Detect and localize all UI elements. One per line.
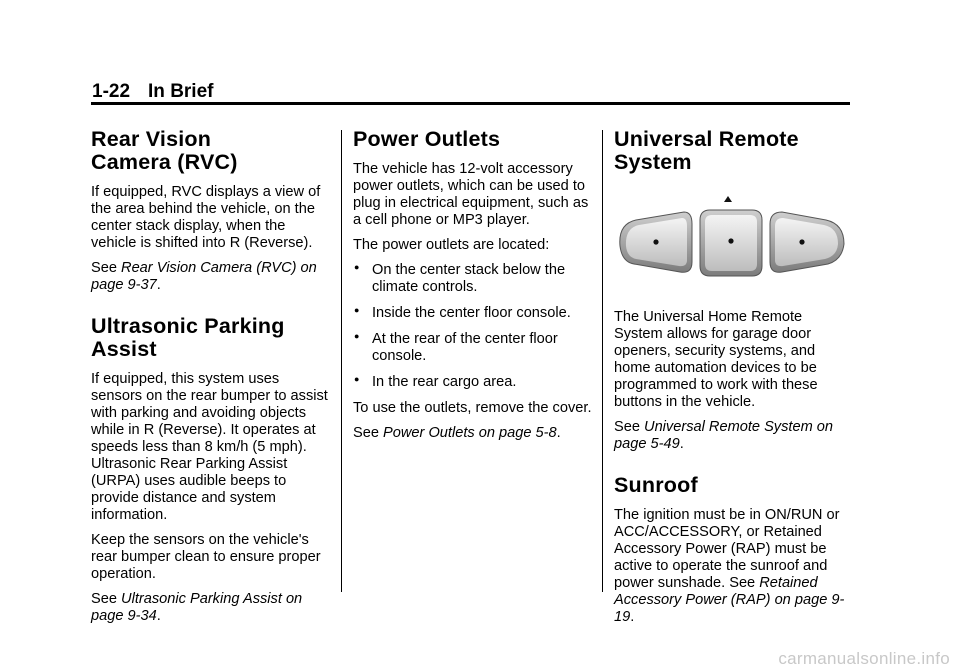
urpa-cross-reference-link[interactable]: Ultrasonic Parking Assist on page 9-34 bbox=[91, 591, 303, 624]
bullet-icon: ● bbox=[354, 305, 360, 315]
list-item bbox=[353, 305, 593, 322]
sunroof-body-text: The ignition must be in ON/RUN or ACC/ACCESSORY, or Retained Accessory Power (RAP) must be active to operate the sunroof and power sunshade. See bbox=[614, 507, 840, 591]
button-dot-icon bbox=[728, 238, 733, 243]
urpa-see-reference bbox=[91, 591, 331, 625]
power-body-1: The vehicle has 12-volt accessory power outlets, which can be used to plug in electrical equipment, such as a cell phone or MP3 player. bbox=[353, 161, 589, 228]
sunroof-heading: Sunroof bbox=[614, 473, 698, 497]
universal-see-reference bbox=[614, 419, 854, 453]
sunroof-body bbox=[614, 507, 854, 626]
column-divider-1 bbox=[341, 130, 342, 592]
header-rule bbox=[91, 102, 850, 105]
bullet-icon: ● bbox=[354, 374, 360, 384]
list-item-text: At the rear of the center floor console. bbox=[372, 331, 558, 364]
see-prefix: See bbox=[614, 419, 645, 435]
list-item-text: Inside the center floor console. bbox=[372, 305, 571, 321]
universal-remote-heading: Universal Remote System bbox=[614, 127, 799, 174]
power-body-2: The power outlets are located: bbox=[353, 237, 550, 253]
column-3 bbox=[614, 128, 854, 634]
rvc-body: If equipped, RVC displays a view of the area behind the vehicle, on the center stack display, when the vehicle is shifted into R (Reverse). bbox=[91, 184, 321, 251]
list-item-text: On the center stack below the climate controls. bbox=[372, 262, 566, 295]
power-see-reference bbox=[353, 425, 593, 442]
outlet-location-list bbox=[353, 262, 593, 391]
see-suffix: . bbox=[156, 608, 161, 624]
see-prefix: See bbox=[91, 260, 122, 276]
column-2 bbox=[353, 128, 593, 450]
universal-remote-buttons-illustration bbox=[614, 194, 850, 284]
urpa-body-2: Keep the sensors on the vehicle's rear bumper clean to ensure proper operation. bbox=[91, 532, 321, 582]
remote-button-2 bbox=[700, 210, 762, 276]
list-item bbox=[353, 262, 593, 296]
rvc-heading-line1: Rear Vision bbox=[91, 127, 212, 151]
urpa-heading: Ultrasonic Parking Assist bbox=[91, 314, 285, 361]
universal-body: The Universal Home Remote System allows for garage door openers, security systems, and home automation devices to be programmed to work with these buttons in the vehicle. bbox=[614, 309, 818, 410]
bullet-icon: ● bbox=[354, 331, 360, 341]
see-prefix: See bbox=[91, 591, 122, 607]
button-dot-icon bbox=[653, 239, 658, 244]
power-body-3: To use the outlets, remove the cover. bbox=[353, 400, 592, 416]
universal-cross-reference-link[interactable]: Universal Remote System on page 5-49 bbox=[614, 419, 834, 452]
list-item bbox=[353, 331, 593, 365]
section-title: In Brief bbox=[148, 81, 214, 102]
power-outlets-heading: Power Outlets bbox=[353, 127, 501, 151]
urpa-body-1: If equipped, this system uses sensors on the rear bumper to assist with parking and avoiding objects while in R (Reverse). It operates at speeds less than 8 km/h (5 mph). Ultrasonic Rear Parking Assist (URPA) uses audible beeps to provide distance and system information. bbox=[91, 371, 328, 523]
column-1 bbox=[91, 128, 331, 633]
rvc-cross-reference-link[interactable]: Rear Vision Camera (RVC) on page 9-37 bbox=[91, 260, 317, 293]
rvc-see-reference bbox=[91, 260, 331, 294]
rvc-heading-line2: Camera (RVC) bbox=[91, 150, 238, 174]
list-item bbox=[353, 374, 593, 391]
indicator-arrow-icon bbox=[724, 196, 732, 202]
see-suffix: . bbox=[156, 277, 161, 293]
remote-button-3 bbox=[770, 212, 844, 272]
sunroof-cross-reference-link[interactable]: Retained Accessory Power (RAP) on page 9-19 bbox=[614, 575, 845, 625]
page-number: 1-22 bbox=[92, 81, 131, 102]
column-divider-2 bbox=[602, 130, 603, 592]
see-suffix: . bbox=[556, 425, 561, 441]
page-header bbox=[92, 80, 213, 104]
see-prefix: See bbox=[353, 425, 384, 441]
bullet-icon: ● bbox=[354, 262, 360, 272]
remote-button-1 bbox=[620, 212, 692, 272]
power-cross-reference-link[interactable]: Power Outlets on page 5-8 bbox=[383, 425, 557, 441]
rvc-heading bbox=[91, 128, 331, 174]
see-suffix: . bbox=[630, 609, 635, 625]
see-suffix: . bbox=[679, 436, 684, 452]
list-item-text: In the rear cargo area. bbox=[372, 374, 517, 390]
button-dot-icon bbox=[799, 239, 804, 244]
watermark: carmanualsonline.info bbox=[778, 649, 950, 668]
